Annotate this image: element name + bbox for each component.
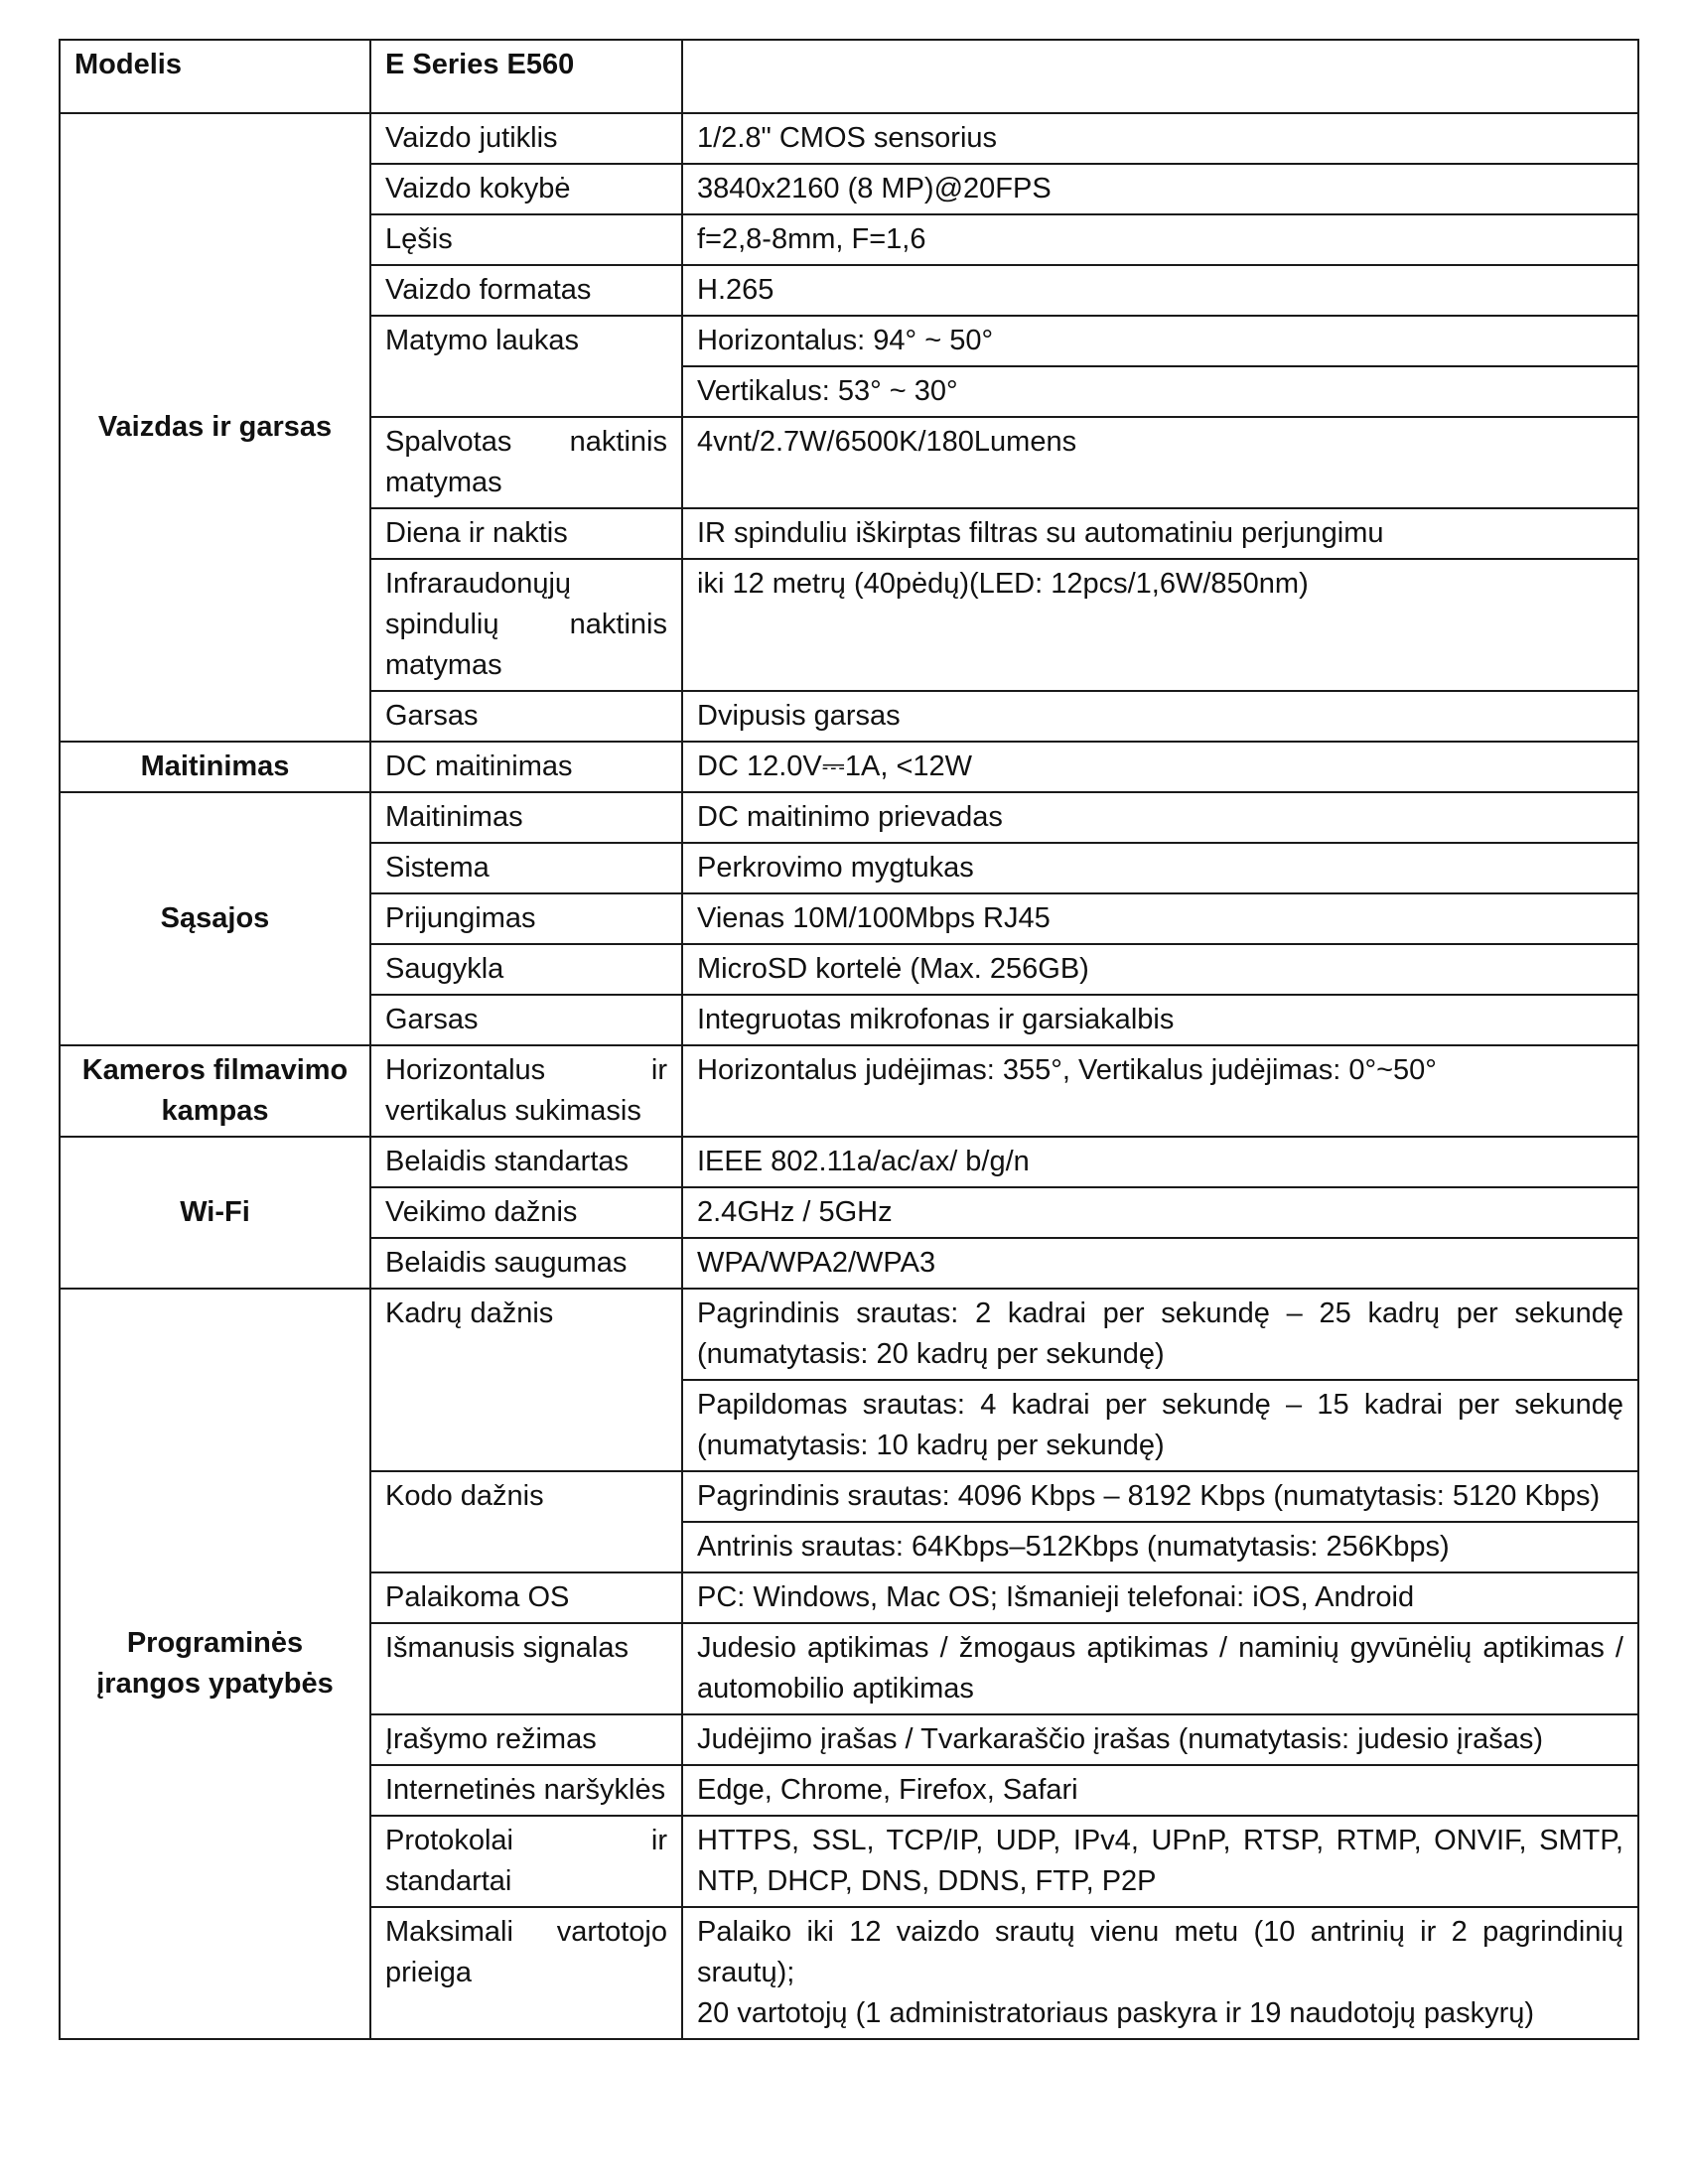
category-interfaces: Sąsajos — [60, 792, 370, 1045]
spec-table — [59, 39, 1639, 2040]
feature-cell: Saugykla — [370, 944, 682, 995]
feature-cell: Įrašymo režimas — [370, 1714, 682, 1765]
header-extra — [682, 40, 1638, 113]
table-row — [60, 792, 1638, 843]
value-cell: Judesio aptikimas / žmogaus aptikimas / naminių gyvūnėlių aptikimas / automobilio aptikimas — [682, 1623, 1638, 1714]
feature-cell: DC maitinimas — [370, 742, 682, 792]
value-cell: iki 12 metrų (40pėdų)(LED: 12pcs/1,6W/850nm) — [682, 559, 1638, 691]
value-cell: Dvipusis garsas — [682, 691, 1638, 742]
value-cell — [682, 1907, 1638, 2039]
category-wifi: Wi-Fi — [60, 1137, 370, 1289]
table-row — [60, 113, 1638, 164]
feature-cell: Palaikoma OS — [370, 1572, 682, 1623]
value-cell: Antrinis srautas: 64Kbps–512Kbps (numatytasis: 256Kbps) — [682, 1522, 1638, 1572]
value-cell: Horizontalus: 94° ~ 50° — [682, 316, 1638, 366]
value-cell: IEEE 802.11a/ac/ax/ b/g/n — [682, 1137, 1638, 1187]
value-cell: WPA/WPA2/WPA3 — [682, 1238, 1638, 1289]
feature-cell: Vaizdo formatas — [370, 265, 682, 316]
feature-cell: Infraraudonųjų spindulių naktinis matymas — [370, 559, 682, 691]
category-angle: Kameros filmavimo kampas — [60, 1045, 370, 1137]
category-power: Maitinimas — [60, 742, 370, 792]
table-row — [60, 1289, 1638, 1380]
feature-cell: Garsas — [370, 691, 682, 742]
feature-cell: Maksimali vartotojo prieiga — [370, 1907, 682, 2039]
table-row — [60, 742, 1638, 792]
value-cell: 2.4GHz / 5GHz — [682, 1187, 1638, 1238]
feature-cell: Matymo laukas — [370, 316, 682, 417]
feature-cell: Išmanusis signalas — [370, 1623, 682, 1714]
value-cell: PC: Windows, Mac OS; Išmanieji telefonai: iOS, Android — [682, 1572, 1638, 1623]
value-line: 20 vartotojų (1 administratoriaus paskyra ir 19 naudotojų paskyrų) — [697, 1997, 1535, 2029]
category-software: Programinės įrangos ypatybės — [60, 1289, 370, 2039]
value-cell: Horizontalus judėjimas: 355°, Vertikalus judėjimas: 0°~50° — [682, 1045, 1638, 1137]
value-cell: H.265 — [682, 265, 1638, 316]
feature-cell: Belaidis saugumas — [370, 1238, 682, 1289]
value-cell: DC 12.0V⎓1A, <12W — [682, 742, 1638, 792]
feature-cell: Kadrų dažnis — [370, 1289, 682, 1471]
value-cell: Judėjimo įrašas / Tvarkaraščio įrašas (numatytasis: judesio įrašas) — [682, 1714, 1638, 1765]
value-cell: IR spinduliu iškirptas filtras su automatiniu perjungimu — [682, 508, 1638, 559]
value-cell: 4vnt/2.7W/6500K/180Lumens — [682, 417, 1638, 508]
feature-cell: Horizontalus ir vertikalus sukimasis — [370, 1045, 682, 1137]
feature-cell: Sistema — [370, 843, 682, 893]
feature-cell: Belaidis standartas — [370, 1137, 682, 1187]
value-cell: Vienas 10M/100Mbps RJ45 — [682, 893, 1638, 944]
table-row — [60, 1045, 1638, 1137]
feature-cell: Prijungimas — [370, 893, 682, 944]
value-cell: Vertikalus: 53° ~ 30° — [682, 366, 1638, 417]
feature-cell: Kodo dažnis — [370, 1471, 682, 1572]
value-cell: Papildomas srautas: 4 kadrai per sekundę – 15 kadrai per sekundę (numatytasis: 10 kadrų per sekundę) — [682, 1380, 1638, 1471]
feature-cell: Diena ir naktis — [370, 508, 682, 559]
value-cell: Perkrovimo mygtukas — [682, 843, 1638, 893]
feature-cell: Maitinimas — [370, 792, 682, 843]
feature-cell: Garsas — [370, 995, 682, 1045]
value-cell: 1/2.8" CMOS sensorius — [682, 113, 1638, 164]
value-cell: 3840x2160 (8 MP)@20FPS — [682, 164, 1638, 214]
value-cell: Pagrindinis srautas: 2 kadrai per sekundę – 25 kadrų per sekundę (numatytasis: 20 kadrų per sekundę) — [682, 1289, 1638, 1380]
feature-cell: Vaizdo kokybė — [370, 164, 682, 214]
value-line: Palaiko iki 12 vaizdo srautų vienu metu (10 antrinių ir 2 pagrindinių srautų); — [697, 1916, 1623, 1988]
feature-cell: Internetinės naršyklės — [370, 1765, 682, 1816]
category-video: Vaizdas ir garsas — [60, 113, 370, 742]
feature-cell: Vaizdo jutiklis — [370, 113, 682, 164]
value-cell: Integruotas mikrofonas ir garsiakalbis — [682, 995, 1638, 1045]
table-row — [60, 1137, 1638, 1187]
model-value: E Series E560 — [370, 40, 682, 113]
feature-cell: Protokolai ir standartai — [370, 1816, 682, 1907]
feature-cell: Veikimo dažnis — [370, 1187, 682, 1238]
value-cell: HTTPS, SSL, TCP/IP, UDP, IPv4, UPnP, RTSP, RTMP, ONVIF, SMTP, NTP, DHCP, DNS, DDNS, FTP, P2P — [682, 1816, 1638, 1907]
feature-cell: Spalvotas naktinis matymas — [370, 417, 682, 508]
header-row — [60, 40, 1638, 113]
value-cell: Edge, Chrome, Firefox, Safari — [682, 1765, 1638, 1816]
model-label: Modelis — [60, 40, 370, 113]
feature-cell: Lęšis — [370, 214, 682, 265]
value-cell: DC maitinimo prievadas — [682, 792, 1638, 843]
value-cell: f=2,8-8mm, F=1,6 — [682, 214, 1638, 265]
value-cell: Pagrindinis srautas: 4096 Kbps – 8192 Kbps (numatytasis: 5120 Kbps) — [682, 1471, 1638, 1522]
value-cell: MicroSD kortelė (Max. 256GB) — [682, 944, 1638, 995]
